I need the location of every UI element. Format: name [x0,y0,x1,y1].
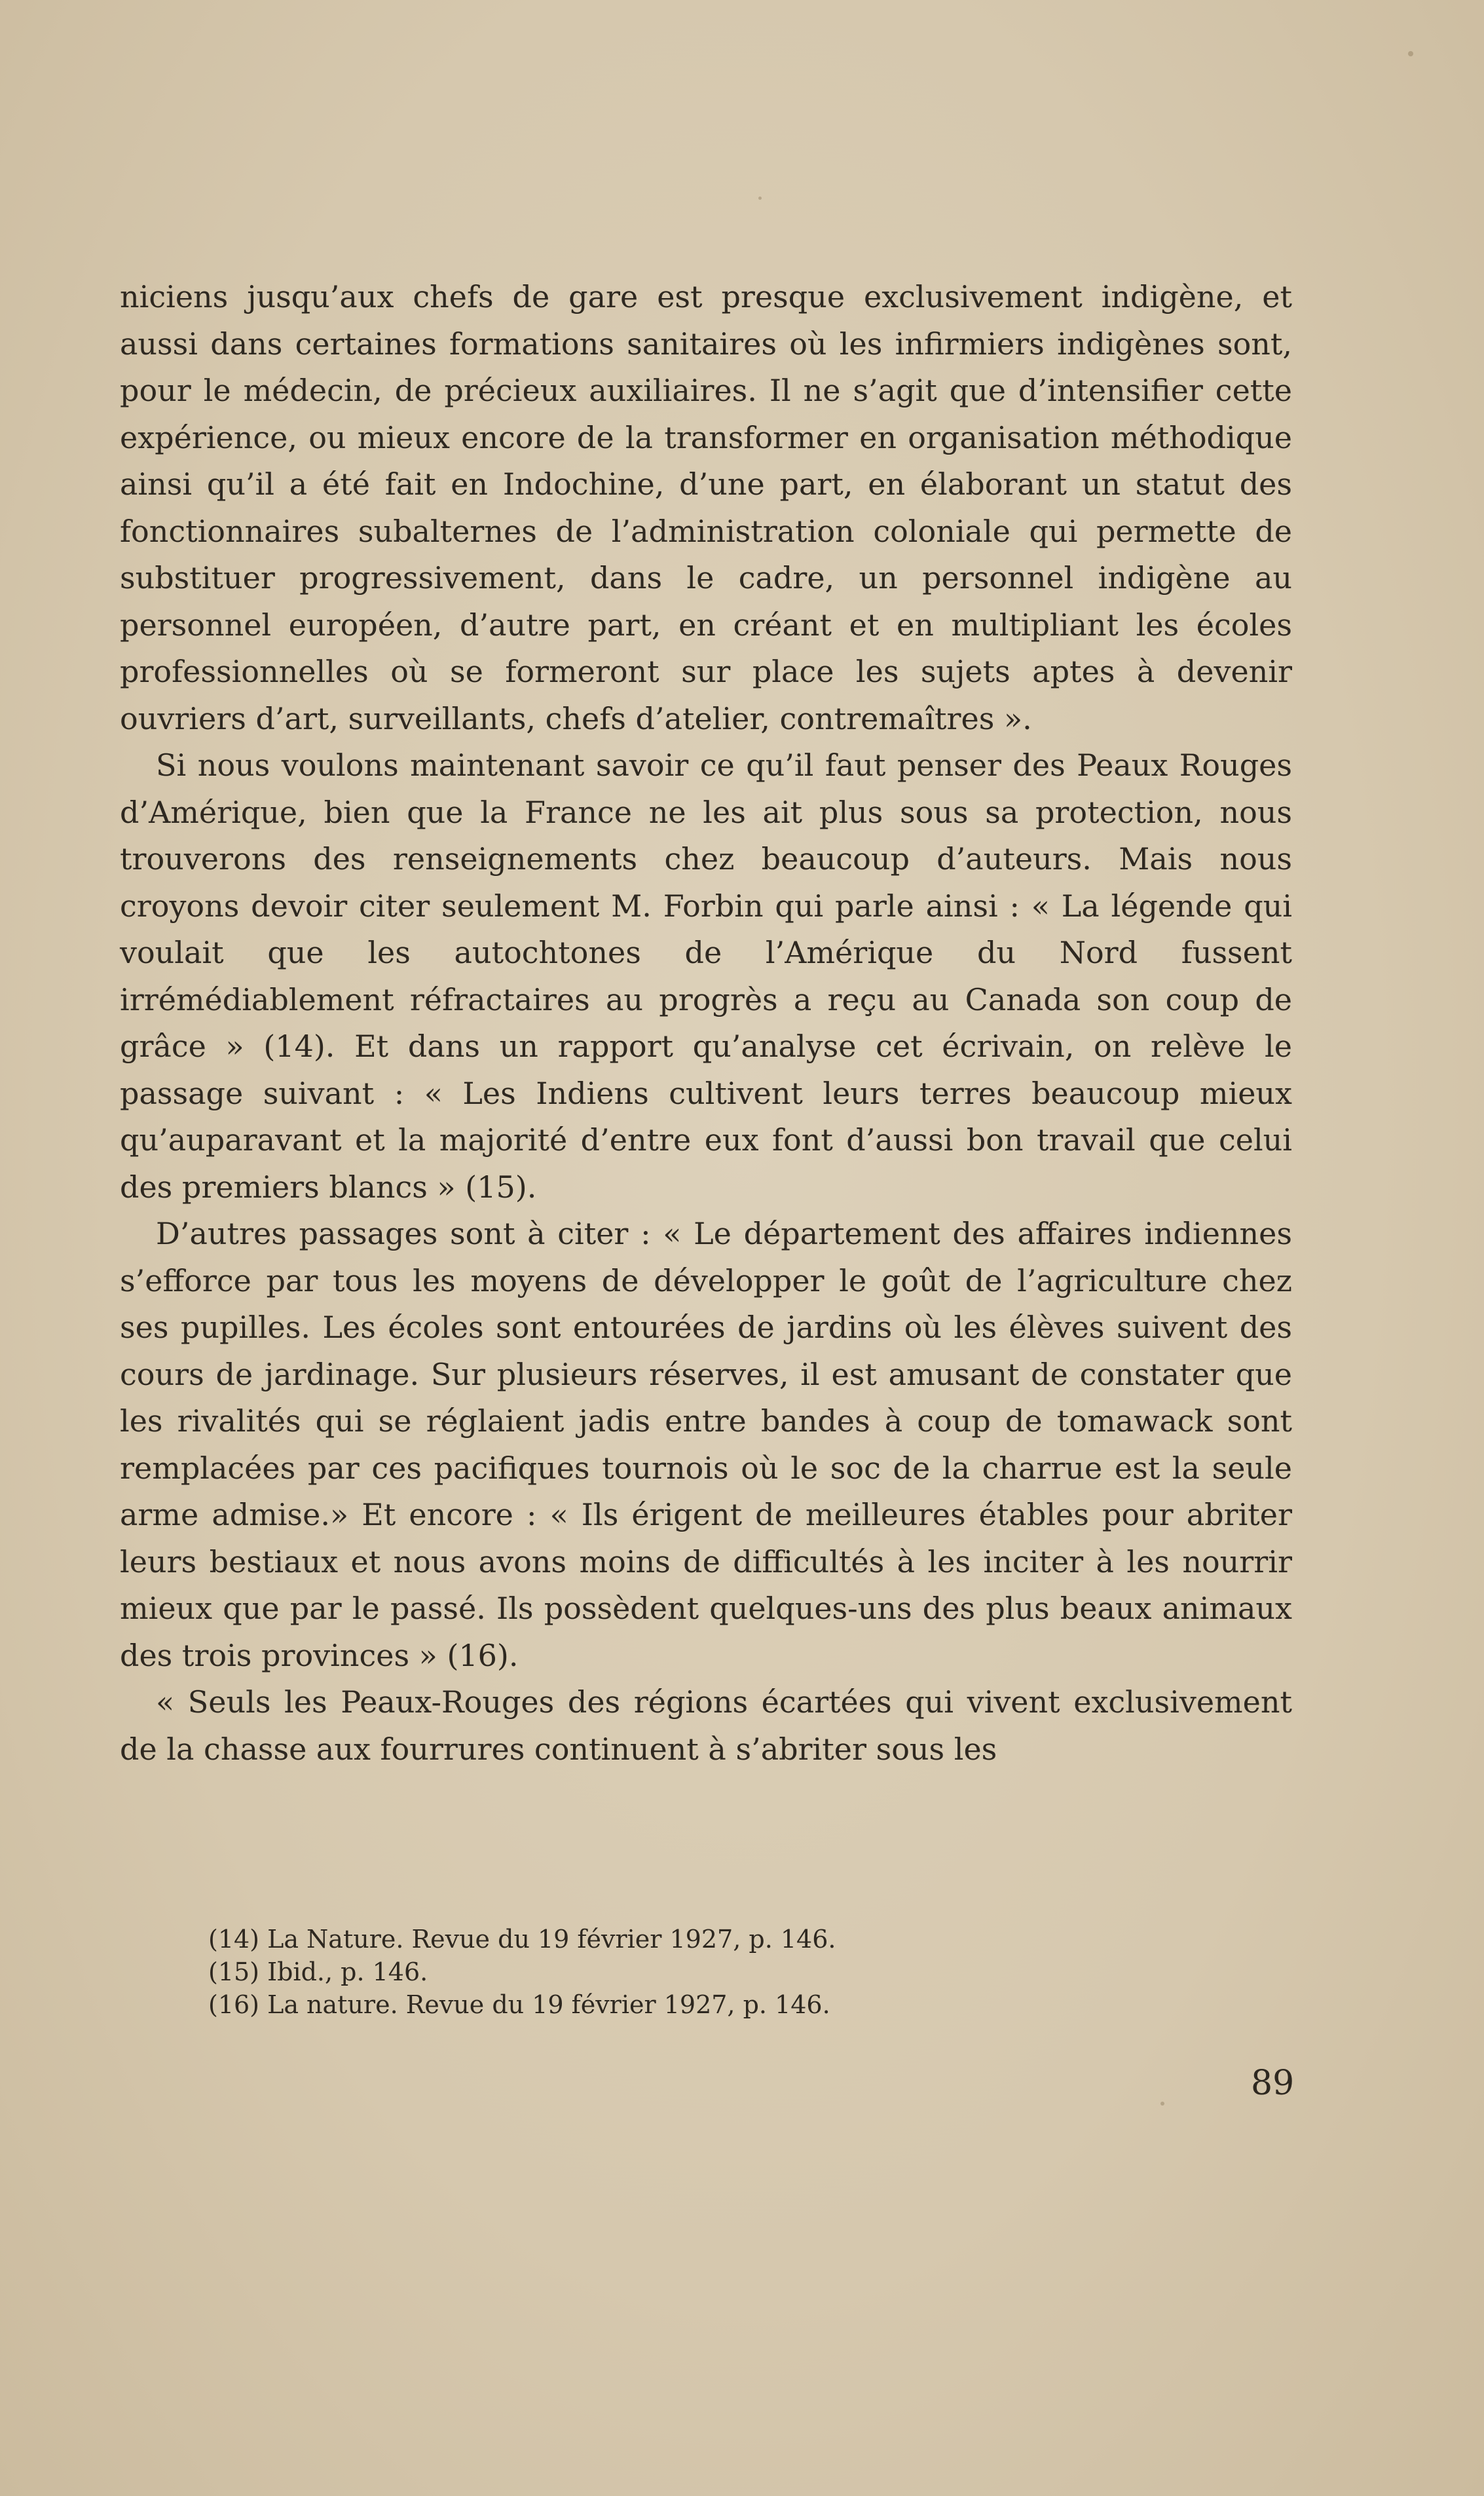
paragraph: « Seuls les Peaux-Rouges des régions écartées qui vivent exclusivement de la chasse aux fourrures continuent à s’abriter sous les [120,1684,1292,1767]
body-text [120,274,1292,1773]
paragraph: D’autres passages sont à citer : « Le département des affaires indiennes s’efforce par tous les moyens de développer le goût de l’agriculture chez ses pupilles. Les écoles sont entourées de jardins où les élèves suivent des cours de jardinage. Sur plusieurs réserves, il est amusant de constater que les rivalités qui se réglaient jadis entre bandes à coup de tomawack sont remplacées par ces pacifiques tournois où le soc de la charrue est la seule arme admise.» Et encore : « Ils érigent de meilleures étables pour abriter leurs bestiaux et nous avons moins de difficultés à les inciter à les nourrir mieux que par le passé. Ils possèdent quelques-uns des plus beaux animaux des trois provinces » (16). [120,1216,1292,1673]
paragraph: Si nous voulons maintenant savoir ce qu’il faut penser des Peaux Rouges d’Amérique, bien que la France ne les ait plus sous sa protection, nous trouverons des renseignements chez beaucoup d’auteurs. Mais nous croyons devoir citer seulement M. Forbin qui parle ainsi : « La légende qui voulait que les autochtones de l’Amérique du Nord fussent irrémédiablement réfractaires au progrès a reçu au Canada son coup de grâce » (14). Et dans un rapport qu’analyse cet écrivain, on relève le passage suivant : « Les Indiens cultivent leurs terres beaucoup mieux qu’auparavant et la majorité d’entre eux font d’aussi bon travail que celui des premiers blancs » (15). [120,747,1292,1205]
paper-speck [1160,2102,1164,2106]
footnote: (15) Ibid., p. 146. [208,1957,428,1986]
paper-speck [758,197,762,200]
footnote: (14) La Nature. Revue du 19 février 1927, p. 146. [208,1925,836,1954]
footnotes [208,1923,1158,2021]
paper-speck [1408,51,1413,56]
footnote: (16) La nature. Revue du 19 février 1927, p. 146. [208,1990,830,2019]
page-number: 89 [1251,2064,1295,2103]
paragraph: niciens jusqu’aux chefs de gare est presque exclusivement indigène, et aussi dans certaines formations sanitaires où les infirmiers indigènes sont, pour le médecin, de précieux auxiliaires. Il ne s’agit que d’intensifier cette expérience, ou mieux encore de la transformer en organisation méthodique ainsi qu’il a été fait en Indochine, d’une part, en élaborant un statut des fonctionnaires subalternes de l’administration coloniale qui permette de substituer progressivement, dans le cadre, un personnel indigène au personnel européen, d’autre part, en créant et en multipliant les écoles professionnelles où se formeront sur place les sujets aptes à devenir ouvriers d’art, surveillants, chefs d’atelier, contremaîtres ». [120,279,1292,736]
